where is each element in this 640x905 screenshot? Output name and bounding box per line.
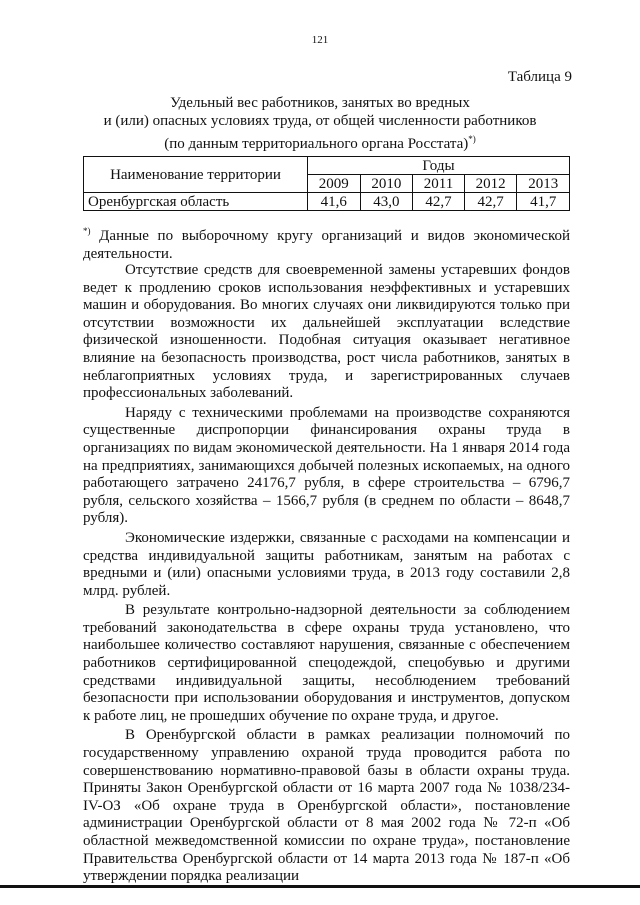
table-row (84, 193, 570, 211)
footnote-mark: *) (468, 134, 476, 144)
footnote-mark-ref: *) (83, 226, 91, 236)
header-years: Годы (308, 157, 570, 175)
value-2012: 42,7 (464, 193, 517, 211)
paragraph-3: Экономические издержки, связанные с расходами на компенсации и средства индивидуальной защиты работникам, занятым на работах с вредными и (или) опасными условиями труда, в 2013 году составили 2,8 млрд. рублей. (83, 529, 570, 599)
paragraph-4: В результате контрольно-надзорной деятельности за соблюдением требований законодательства в сфере охраны труда установлено, что наибольшее количество составляют нарушения, связанные с обеспечением работников сертифицированной спецодеждой, спецобувью и другими средствами индивидуальной защиты, несоблюдением требований безопасности при использовании оборудования и инструментов, допуском к работе лиц, не прошедших обучение по охране труда, и другое. (83, 602, 570, 724)
page-number: 121 (311, 34, 329, 46)
footnote (83, 222, 570, 263)
value-2011: 42,7 (413, 193, 465, 211)
data-table (83, 156, 570, 211)
table-title (90, 94, 550, 153)
header-territory: Наименование территории (84, 157, 308, 193)
paragraph-1: Отсутствие средств для своевременной замены устаревших фондов ведет к продлению сроков использования неэффективных и устаревших машин и оборудования. Во многих случаях они ликвидируются только при отсутствии возможности их дальнейшей эксплуатации вследствие физической изношенности. Подобная ситуация оказывает негативное влияние на безопасность производства, рост числа работников, занятых в неблагоприятных условиях труда, и зарегистрированных случаев профессиональных заболеваний. (83, 262, 570, 402)
table-header-row (84, 157, 570, 175)
paragraph-2: Наряду с техническими проблемами на производстве сохраняются существенные диспропорции финансирования охраны труда в организациях по видам экономической деятельности. На 1 января 2014 года на предприятиях, занимающихся добычей полезных ископаемых, на одного работающего затрачено 24176,7 рубля, в сфере строительства – 6796,7 рубля, сельского хозяйства – 1566,7 рубля (в среднем по области – 8648,7 рубля). (83, 404, 570, 527)
table-label: Таблица 9 (507, 69, 572, 85)
year-2011: 2011 (413, 175, 465, 193)
year-2012: 2012 (464, 175, 517, 193)
value-2013: 41,7 (517, 193, 570, 211)
table-title-line-3 (90, 130, 550, 153)
row-territory-name: Оренбургская область (84, 193, 308, 211)
bottom-rule (0, 885, 640, 888)
value-2010: 43,0 (360, 193, 413, 211)
footnote-text: Данные по выборочному кругу организаций и видов экономической деятельности. (83, 228, 570, 262)
year-2010: 2010 (360, 175, 413, 193)
body-text (83, 262, 570, 888)
year-2013: 2013 (517, 175, 570, 193)
value-2009: 41,6 (308, 193, 361, 211)
table-title-line-3-text: (по данным территориального органа Росстата) (164, 136, 469, 152)
table-title-line-1: Удельный вес работников, занятых во вредных (170, 95, 470, 111)
year-2009: 2009 (308, 175, 361, 193)
paragraph-5: В Оренбургской области в рамках реализации полномочий по государственному управлению охраной труда проводится работа по совершенствованию нормативно-правовой базы в области охраны труда. Приняты Закон Оренбургской области от 16 марта 2007 года № 1038/234-IV-ОЗ «Об охране труда в Оренбургской области», постановление администрации Оренбургской области от 8 мая 2002 года № 72-п «Об областной межведомственной комиссии по охране труда», постановление Правительства Оренбургской области от 14 марта 2013 года № 187-п «Об утверждении порядка реализации (83, 727, 570, 885)
table-title-line-2: и (или) опасных условиях труда, от общей численности работников (103, 113, 537, 129)
